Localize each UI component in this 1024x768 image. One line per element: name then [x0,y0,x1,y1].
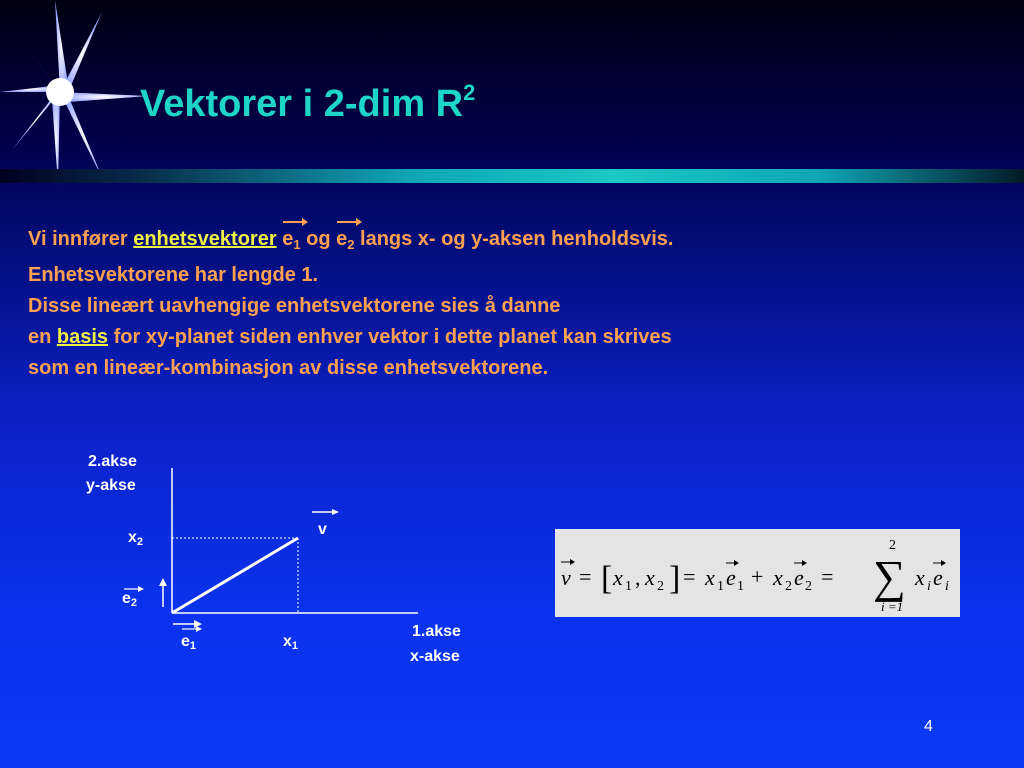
page-title: Vektorer i 2-dim $R^2$ [140,80,476,125]
e2-label: $e_2$ [122,590,138,609]
keyword-enhetsvektorer: enhetsvektorer [133,228,277,250]
svg-text:e: e [726,565,736,590]
svg-text:x: x [613,565,623,590]
svg-text:i =1: i =1 [881,599,904,614]
x1-label: $x_1$ [283,633,299,652]
text-line-4: en basis for xy-planet siden enhver vektor i dette planet kan skrives [28,326,672,348]
formula-box [555,529,960,617]
formula [555,529,960,617]
svg-text:x: x [915,565,925,590]
text-line-1: Vi innfører enhetsvektorer $e_1$ og $e_2$ langs x- og y-aksen henholdsvis. [28,224,988,260]
text-line-2: Enhetsvektorene har lengde 1. [28,264,319,286]
e1-label: $e_1$ [181,633,197,652]
page-number: 4 [924,718,933,735]
svg-text:1: 1 [717,579,724,594]
svg-text:2: 2 [889,538,896,553]
svg-text:2: 2 [805,579,812,594]
keyword-basis: basis [56,326,109,348]
svg-text:x: x [773,565,783,590]
svg-text:2: 2 [785,579,792,594]
x-axis-label-1: 1.akse [412,623,461,640]
svg-text:=: = [579,564,592,589]
v-label-arrow-icon [312,509,339,515]
y-axis-label-1: 2.akse [88,453,137,470]
text-line-3: Disse lineært uavhengige enhetsvektorene sies å danne [28,295,561,317]
svg-text:e: e [933,565,943,590]
e2-arrow-icon [159,578,167,607]
svg-text:e: e [794,565,804,590]
v-label: v [318,521,327,538]
svg-text:1: 1 [625,579,632,594]
y-axis-label-2: y-akse [86,477,136,494]
svg-text:i: i [927,579,931,594]
svg-text:[: [ [601,560,613,597]
text-line-5: som en lineær-kombinasjon av disse enhetsvektorene. [28,357,549,379]
vector-e1: $e_1$ [282,224,300,260]
svg-text:,: , [635,565,641,590]
svg-text:=: = [821,564,834,589]
svg-text:]: ] [669,560,681,597]
svg-text:v: v [561,565,571,590]
svg-text:1: 1 [737,579,744,594]
svg-text:x: x [705,565,715,590]
svg-text:∑: ∑ [873,551,906,602]
x2-label: $x_2$ [128,529,144,548]
svg-text:i: i [945,579,949,594]
svg-text:=: = [683,564,696,589]
svg-text:2: 2 [657,579,664,594]
x-axis-label-2: x-akse [410,648,460,665]
e1-label-arrow-icon [182,626,202,632]
e1-arrow-icon [173,620,202,628]
svg-text:x: x [645,565,655,590]
svg-text:+: + [751,564,764,589]
vector-e2: $e_2$ [336,224,354,260]
vector-v-line [172,538,298,613]
